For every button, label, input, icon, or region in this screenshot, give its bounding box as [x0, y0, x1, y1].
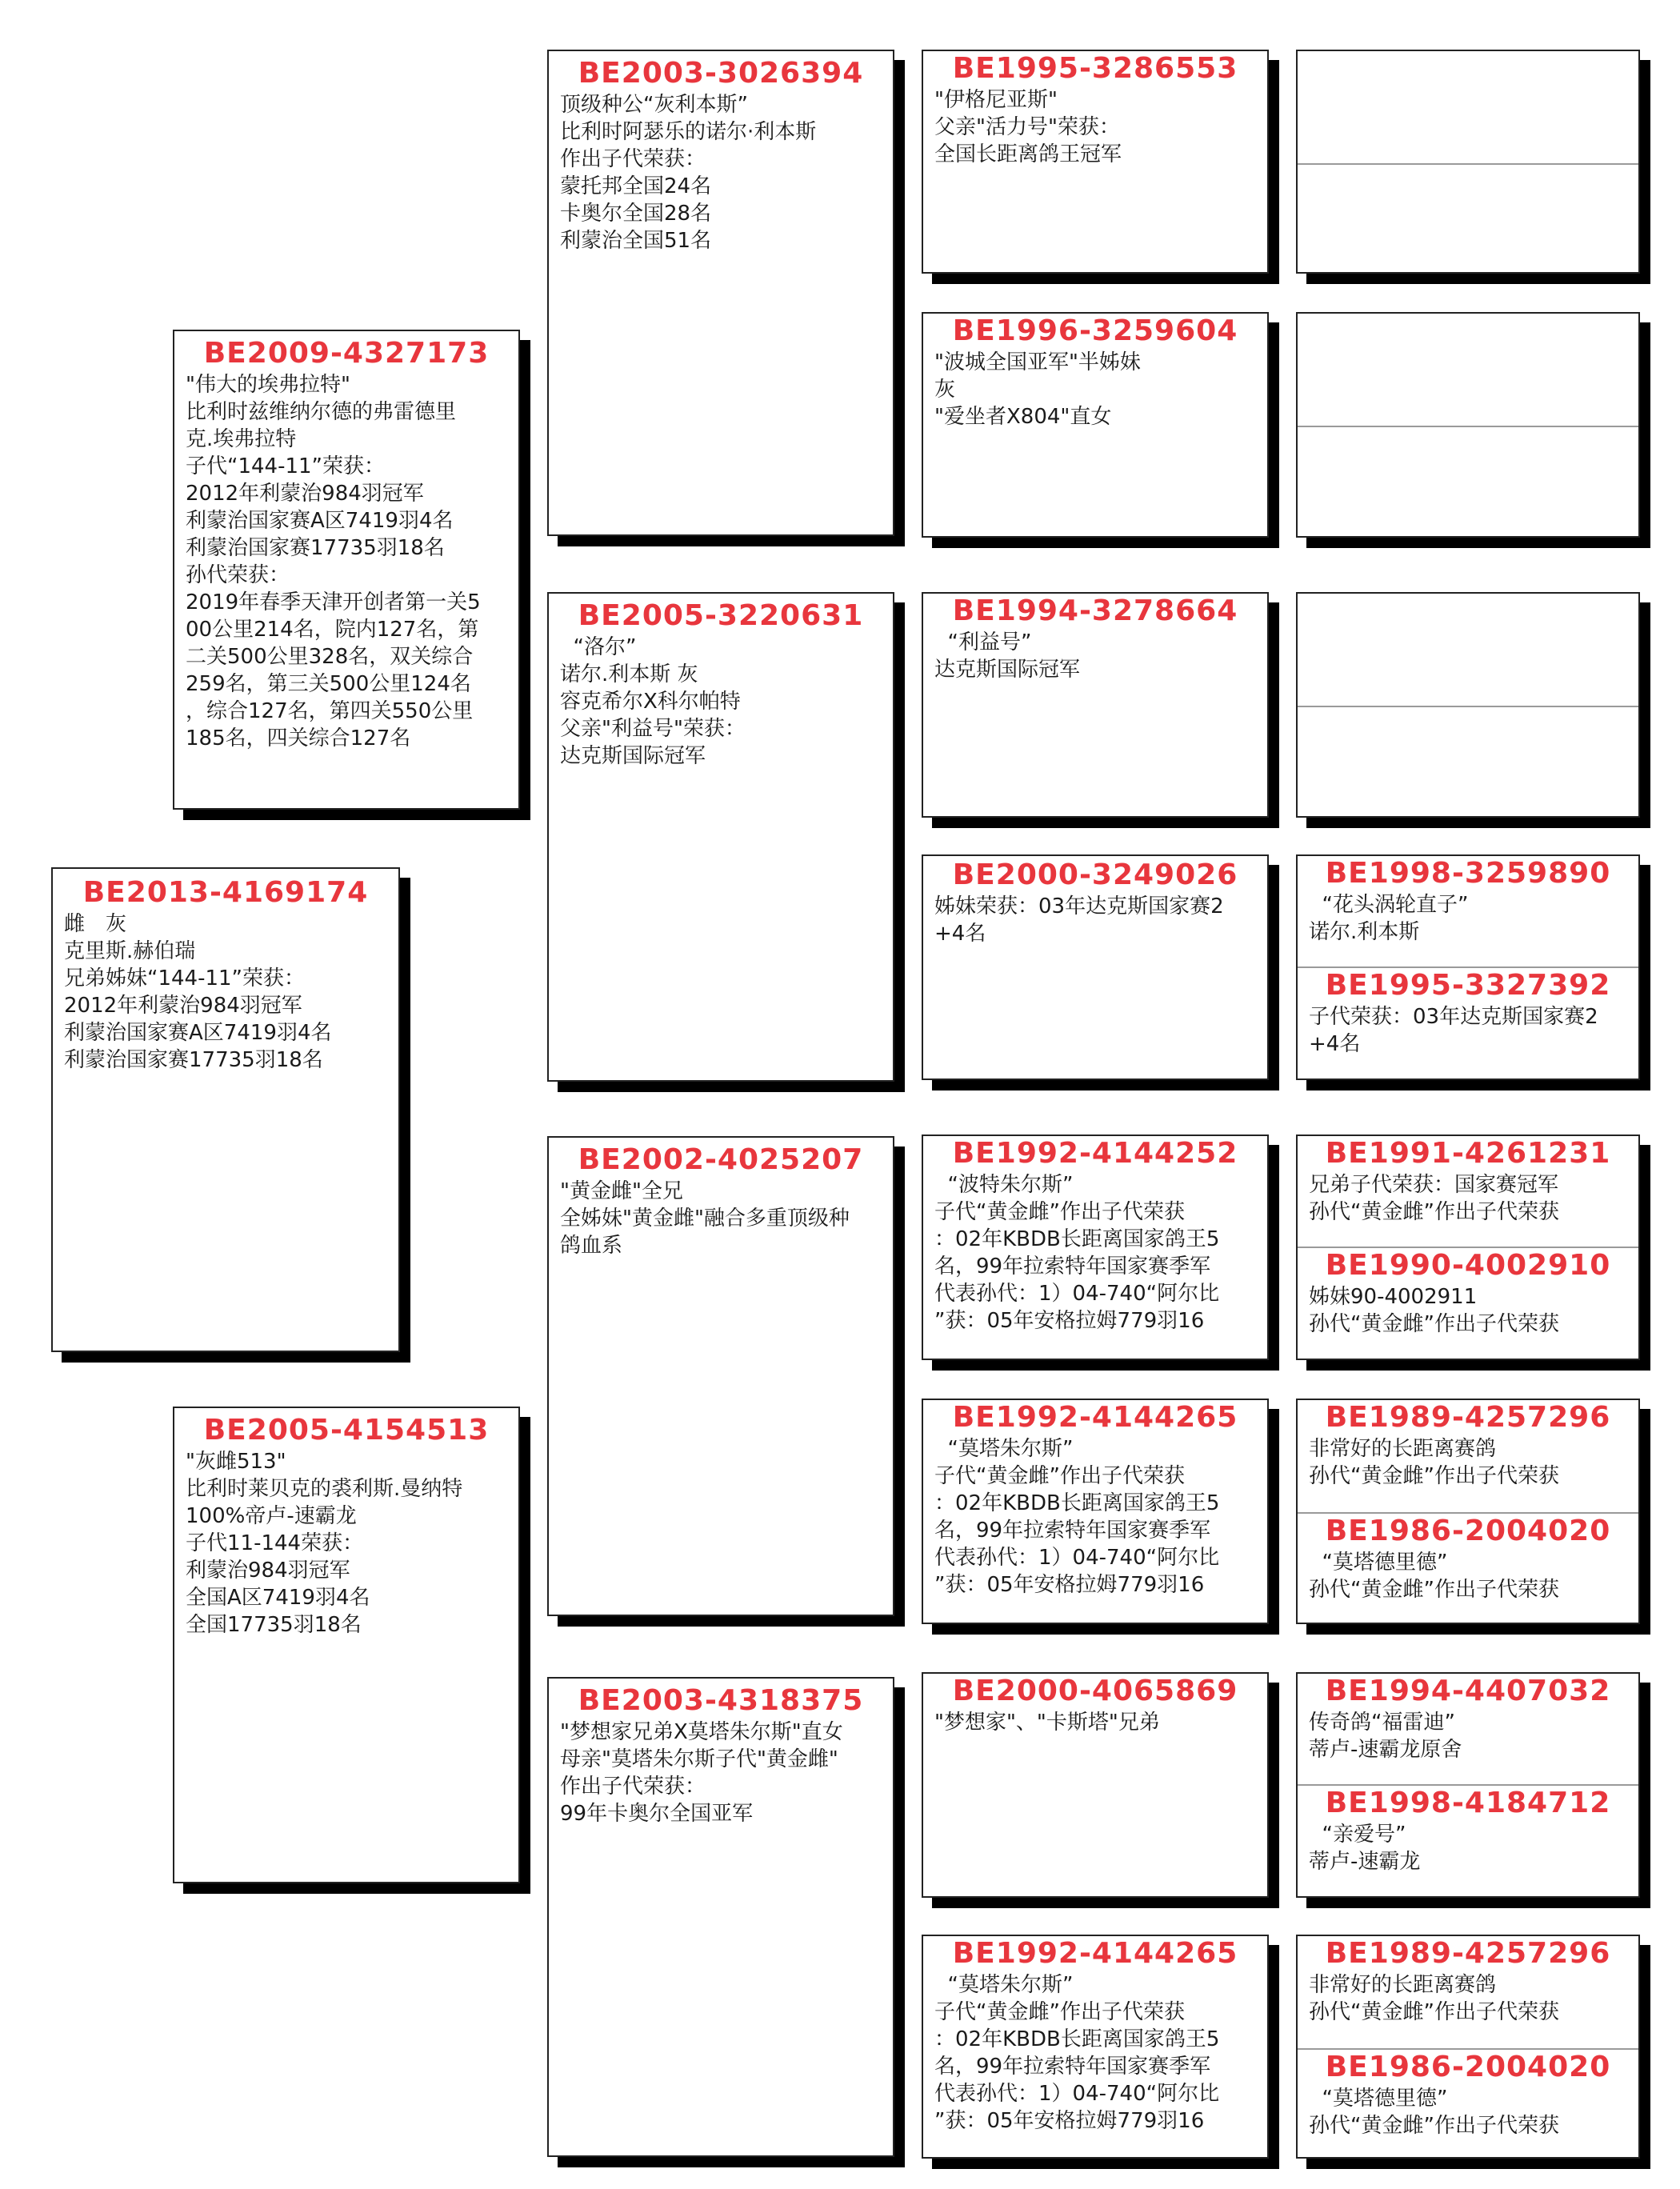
- sire-notes: [174, 371, 518, 752]
- note-line: 99年卡奥尔全国亚军: [560, 1802, 754, 1826]
- note-line: 利蒙治国家赛A区7419羽4名: [186, 509, 454, 533]
- note-line: 利蒙治国家赛A区7419羽4名: [64, 1021, 332, 1045]
- note-line: 雌 灰: [64, 912, 127, 936]
- gen5-ring-number: BE1994-4407032: [1325, 1675, 1611, 1707]
- great-grandparent-notes: [923, 349, 1267, 430]
- gen5-notes: [1298, 2085, 1638, 2139]
- note-line: 克里斯.赫伯瑞: [64, 939, 196, 963]
- great-grandparent-section: [923, 1936, 1267, 2135]
- note-line: 名，99年拉索特年国家赛季军: [934, 1255, 1211, 1279]
- gen5-notes: [1298, 1283, 1638, 1338]
- pedigree-card-grandparent-1: [547, 50, 894, 536]
- great-grandparent-ring-number: BE1995-3286553: [952, 52, 1238, 85]
- pedigree-card-great-grandparent-5: [922, 1135, 1269, 1360]
- note-line: 代表孙代：1）04-740“阿尔比: [934, 2082, 1220, 2106]
- note-line: +4名: [934, 922, 986, 946]
- note-line: 子代“黄金雌”作出子代荣获: [934, 1200, 1185, 1224]
- note-line: ：02年KBDB长距离国家鸽王5: [934, 1227, 1220, 1251]
- great-grandparent-notes: [923, 893, 1267, 947]
- sire-section: [174, 336, 518, 752]
- pedigree-card-great-grandparent-8: [922, 1935, 1269, 2159]
- note-line: “亲爱号”: [1309, 1823, 1406, 1847]
- gen5-ring-number: BE1989-4257296: [1325, 1401, 1611, 1434]
- subject-ring-number: BE2013-4169174: [82, 876, 369, 909]
- note-line: 容克希尔X科尔帕特: [560, 690, 741, 714]
- gen5-section-lower: [1298, 2048, 1638, 2157]
- gen5-notes: [1298, 1171, 1638, 1226]
- note-line: 孙代“黄金雌”作出子代荣获: [1309, 2000, 1559, 2024]
- note-line: 父亲"利益号"荣获：: [560, 717, 746, 741]
- note-line: 代表孙代：1）04-740“阿尔比: [934, 1546, 1220, 1570]
- gen5-notes: [1298, 1435, 1638, 1490]
- great-grandparent-section: [923, 314, 1267, 430]
- gen5-section-upper: [1298, 856, 1638, 966]
- note-line: 诺尔.利本斯 灰: [560, 662, 698, 686]
- note-line: 利蒙治国家赛17735羽18名: [64, 1048, 323, 1072]
- pedigree-card-dam: [173, 1407, 520, 1883]
- note-line: 灰: [934, 378, 956, 402]
- note-line: "梦想家兄弟X莫塔朱尔斯"直女: [560, 1720, 843, 1744]
- note-line: 鸽血系: [560, 1234, 623, 1258]
- note-line: 蒙托邦全国24名: [560, 174, 712, 198]
- note-line: 比利时阿瑟乐的诺尔·利本斯: [560, 120, 817, 144]
- note-line: 185名，四关综合127名: [186, 726, 411, 750]
- note-line: 孙代“黄金雌”作出子代荣获: [1309, 1464, 1559, 1488]
- gen5-section-upper: [1298, 1936, 1638, 2048]
- great-grandparent-section: [923, 1400, 1267, 1599]
- sire-ring-number: BE2009-4327173: [203, 337, 490, 370]
- pedigree-card-great-grandparent-4: [922, 854, 1269, 1080]
- note-line: ”获：05年安格拉姆779羽16: [934, 2109, 1205, 2133]
- great-grandparent-ring-number: BE2000-4065869: [952, 1675, 1238, 1707]
- note-line: 名，99年拉索特年国家赛季军: [934, 1519, 1211, 1543]
- pedigree-card-sire: [173, 330, 520, 810]
- great-grandparent-ring-number: BE1992-4144265: [952, 1401, 1238, 1434]
- note-line: ”获：05年安格拉姆779羽16: [934, 1309, 1205, 1333]
- note-line: 100%帝卢-速霸龙: [186, 1504, 357, 1528]
- grandparent-notes: [549, 634, 893, 770]
- note-line: 达克斯国际冠军: [560, 744, 706, 768]
- note-line: 全国A区7419羽4名: [186, 1586, 370, 1610]
- note-line: 2019年春季天津开创者第一关5: [186, 590, 481, 614]
- great-grandparent-section: [923, 594, 1267, 683]
- note-line: 二关500公里328名，双关综合: [186, 645, 474, 669]
- gen5-section-lower: [1298, 1512, 1638, 1623]
- pedigree-card-great-grandparent-1: [922, 50, 1269, 274]
- gen5-ring-number: BE1998-4184712: [1325, 1787, 1611, 1819]
- note-line: 259名，第三关500公里124名: [186, 672, 471, 696]
- note-line: 达克斯国际冠军: [934, 658, 1081, 682]
- gen5-ring-number: BE1990-4002910: [1325, 1249, 1611, 1282]
- dam-ring-number: BE2005-4154513: [203, 1414, 490, 1447]
- great-grandparent-notes: [923, 1971, 1267, 2135]
- gen5-section-lower: [1298, 1784, 1638, 1896]
- note-line: "黄金雌"全兄: [560, 1179, 683, 1203]
- great-grandparent-ring-number: BE1992-4144252: [952, 1137, 1238, 1170]
- note-line: 全姊妹"黄金雌"融合多重顶级种: [560, 1207, 850, 1231]
- gen5-ring-number: BE1986-2004020: [1325, 1515, 1611, 1547]
- great-grandparent-notes: [923, 629, 1267, 683]
- gen5-section-lower: [1298, 706, 1638, 816]
- grandparent-section: [549, 598, 893, 770]
- pedigree-card-great-grandparent-3: [922, 592, 1269, 818]
- note-line: 非常好的长距离赛鸽: [1309, 1437, 1497, 1461]
- pedigree-card-great-grandparent-2: [922, 312, 1269, 538]
- great-grandparent-notes: [923, 1435, 1267, 1599]
- gen5-ring-number: BE1986-2004020: [1325, 2051, 1611, 2083]
- note-line: “利益号”: [934, 630, 1032, 654]
- note-line: 孙代“黄金雌”作出子代荣获: [1309, 1578, 1559, 1602]
- grandparent-ring-number: BE2005-3220631: [578, 599, 864, 632]
- note-line: 孙代“黄金雌”作出子代荣获: [1309, 2114, 1559, 2138]
- note-line: 蒂卢-速霸龙原舍: [1309, 1738, 1462, 1762]
- gen5-section-upper: [1298, 1400, 1638, 1512]
- note-line: 00公里214名，院内127名，第: [186, 618, 479, 642]
- note-line: 比利时兹维纳尔德的弗雷德里: [186, 400, 457, 424]
- great-grandparent-section: [923, 1136, 1267, 1335]
- gen5-section-upper: [1298, 1674, 1638, 1784]
- great-grandparent-section: [923, 1674, 1267, 1736]
- grandparent-ring-number: BE2003-4318375: [578, 1684, 864, 1717]
- note-line: “花头涡轮直子”: [1309, 893, 1469, 917]
- pedigree-card-gen5-pair-4: [1296, 854, 1640, 1080]
- note-line: ，综合127名，第四关550公里: [186, 699, 474, 723]
- note-line: ：02年KBDB长距离国家鸽王5: [934, 1491, 1220, 1515]
- grandparent-notes: [549, 1719, 893, 1827]
- note-line: “波特朱尔斯”: [934, 1173, 1074, 1197]
- grandparent-ring-number: BE2003-3026394: [578, 57, 864, 90]
- great-grandparent-notes: [923, 1171, 1267, 1335]
- gen5-notes: [1298, 1971, 1638, 2026]
- gen5-section-lower: [1298, 1247, 1638, 1359]
- note-line: 2012年利蒙治984羽冠军: [64, 994, 302, 1018]
- note-line: "伊格尼亚斯": [934, 88, 1058, 112]
- pedigree-card-gen5-pair-1: [1296, 50, 1640, 274]
- note-line: 子代“黄金雌”作出子代荣获: [934, 1464, 1185, 1488]
- note-line: "灰雌513": [186, 1450, 286, 1474]
- pedigree-card-gen5-pair-2: [1296, 312, 1640, 538]
- gen5-ring-number: BE1991-4261231: [1325, 1137, 1611, 1170]
- note-line: 孙代“黄金雌”作出子代荣获: [1309, 1312, 1559, 1336]
- note-line: 作出子代荣获：: [560, 1775, 706, 1799]
- pedigree-card-gen5-pair-7: [1296, 1672, 1640, 1898]
- pedigree-card-gen5-pair-6: [1296, 1399, 1640, 1624]
- note-line: 传奇鸽“福雷迪”: [1309, 1711, 1455, 1735]
- note-line: 孙代“黄金雌”作出子代荣获: [1309, 1200, 1559, 1224]
- grandparent-section: [549, 1683, 893, 1827]
- gen5-notes: [1298, 1003, 1638, 1058]
- note-line: 利蒙治984羽冠军: [186, 1559, 350, 1583]
- gen5-notes: [1298, 1821, 1638, 1875]
- pedigree-card-gen5-pair-5: [1296, 1135, 1640, 1360]
- grandparent-section: [549, 1143, 893, 1259]
- dam-section: [174, 1413, 518, 1639]
- note-line: "梦想家"、"卡斯塔"兄弟: [934, 1711, 1160, 1735]
- note-line: 利蒙治全国51名: [560, 229, 712, 253]
- pedigree-card-grandparent-4: [547, 1677, 894, 2157]
- note-line: 比利时莱贝克的裘利斯.曼纳特: [186, 1477, 463, 1501]
- note-line: 利蒙治国家赛17735羽18名: [186, 536, 445, 560]
- great-grandparent-section: [923, 858, 1267, 947]
- note-line: 兄弟姊妹“144-11”荣获：: [64, 966, 306, 990]
- grandparent-notes: [549, 1178, 893, 1259]
- great-grandparent-ring-number: BE2000-3249026: [952, 858, 1238, 891]
- pedigree-card-grandparent-2: [547, 592, 894, 1082]
- gen5-notes: [1298, 891, 1638, 946]
- gen5-notes: [1298, 1709, 1638, 1763]
- note-line: 顶级种公“灰利本斯”: [560, 93, 748, 117]
- note-line: 2012年利蒙治984羽冠军: [186, 482, 424, 506]
- note-line: 名，99年拉索特年国家赛季军: [934, 2055, 1211, 2079]
- note-line: 子代荣获：03年达克斯国家赛2: [1309, 1005, 1598, 1029]
- pedigree-card-gen5-pair-3: [1296, 592, 1640, 818]
- note-line: "伟大的埃弗拉特": [186, 373, 350, 397]
- note-line: 克.埃弗拉特: [186, 427, 297, 451]
- gen5-section-upper: [1298, 314, 1638, 426]
- great-grandparent-notes: [923, 86, 1267, 168]
- note-line: 姊妹90-4002911: [1309, 1285, 1478, 1309]
- dam-notes: [174, 1448, 518, 1639]
- grandparent-ring-number: BE2002-4025207: [578, 1143, 864, 1176]
- gen5-section-lower: [1298, 163, 1638, 272]
- note-line: “洛尔”: [560, 635, 637, 659]
- pedigree-card-great-grandparent-7: [922, 1672, 1269, 1898]
- great-grandparent-ring-number: BE1994-3278664: [952, 594, 1238, 627]
- note-line: 子代11-144荣获：: [186, 1531, 364, 1555]
- note-line: “莫塔德里德”: [1309, 2087, 1448, 2111]
- note-line: 代表孙代：1）04-740“阿尔比: [934, 1282, 1220, 1306]
- grandparent-section: [549, 56, 893, 254]
- gen5-section-upper: [1298, 594, 1638, 706]
- note-line: 全国长距离鸽王冠军: [934, 142, 1122, 166]
- gen5-ring-number: BE1995-3327392: [1325, 969, 1611, 1002]
- subject-notes: [53, 910, 398, 1074]
- note-line: 子代“144-11”荣获：: [186, 454, 386, 478]
- pedigree-card-grandparent-3: [547, 1136, 894, 1616]
- subject-section: [53, 875, 398, 1074]
- pedigree-card-gen5-pair-8: [1296, 1935, 1640, 2159]
- note-line: "爱坐者X804"直女: [934, 405, 1112, 429]
- note-line: 全国17735羽18名: [186, 1613, 362, 1637]
- note-line: “莫塔德里德”: [1309, 1551, 1448, 1575]
- great-grandparent-notes: [923, 1709, 1267, 1736]
- note-line: ”获：05年安格拉姆779羽16: [934, 1573, 1205, 1597]
- gen5-section-lower: [1298, 426, 1638, 536]
- note-line: 非常好的长距离赛鸽: [1309, 1973, 1497, 1997]
- gen5-ring-number: BE1989-4257296: [1325, 1937, 1611, 1970]
- note-line: ：02年KBDB长距离国家鸽王5: [934, 2027, 1220, 2051]
- gen5-section-upper: [1298, 1136, 1638, 1247]
- note-line: 子代“黄金雌”作出子代荣获: [934, 2000, 1185, 2024]
- note-line: 孙代荣获：: [186, 563, 290, 587]
- great-grandparent-ring-number: BE1992-4144265: [952, 1937, 1238, 1970]
- note-line: 姊妹荣获：03年达克斯国家赛2: [934, 894, 1224, 918]
- great-grandparent-section: [923, 51, 1267, 168]
- note-line: “莫塔朱尔斯”: [934, 1437, 1074, 1461]
- gen5-ring-number: BE1998-3259890: [1325, 857, 1611, 890]
- note-line: 兄弟子代荣获：国家赛冠军: [1309, 1173, 1559, 1197]
- note-line: 蒂卢-速霸龙: [1309, 1850, 1421, 1874]
- note-line: 作出子代荣获：: [560, 147, 706, 171]
- pedigree-card-great-grandparent-6: [922, 1399, 1269, 1624]
- gen5-section-lower: [1298, 966, 1638, 1078]
- note-line: 父亲"活力号"荣获：: [934, 115, 1120, 139]
- note-line: 诺尔.利本斯: [1309, 920, 1420, 944]
- note-line: “莫塔朱尔斯”: [934, 1973, 1074, 1997]
- note-line: 母亲"莫塔朱尔斯子代"黄金雌": [560, 1747, 838, 1771]
- great-grandparent-ring-number: BE1996-3259604: [952, 314, 1238, 347]
- pedigree-card-subject: [51, 867, 400, 1352]
- note-line: +4名: [1309, 1032, 1361, 1056]
- gen5-section-upper: [1298, 51, 1638, 163]
- note-line: 卡奥尔全国28名: [560, 202, 712, 226]
- gen5-notes: [1298, 1549, 1638, 1603]
- grandparent-notes: [549, 91, 893, 254]
- note-line: "波城全国亚军"半姊妹: [934, 350, 1141, 374]
